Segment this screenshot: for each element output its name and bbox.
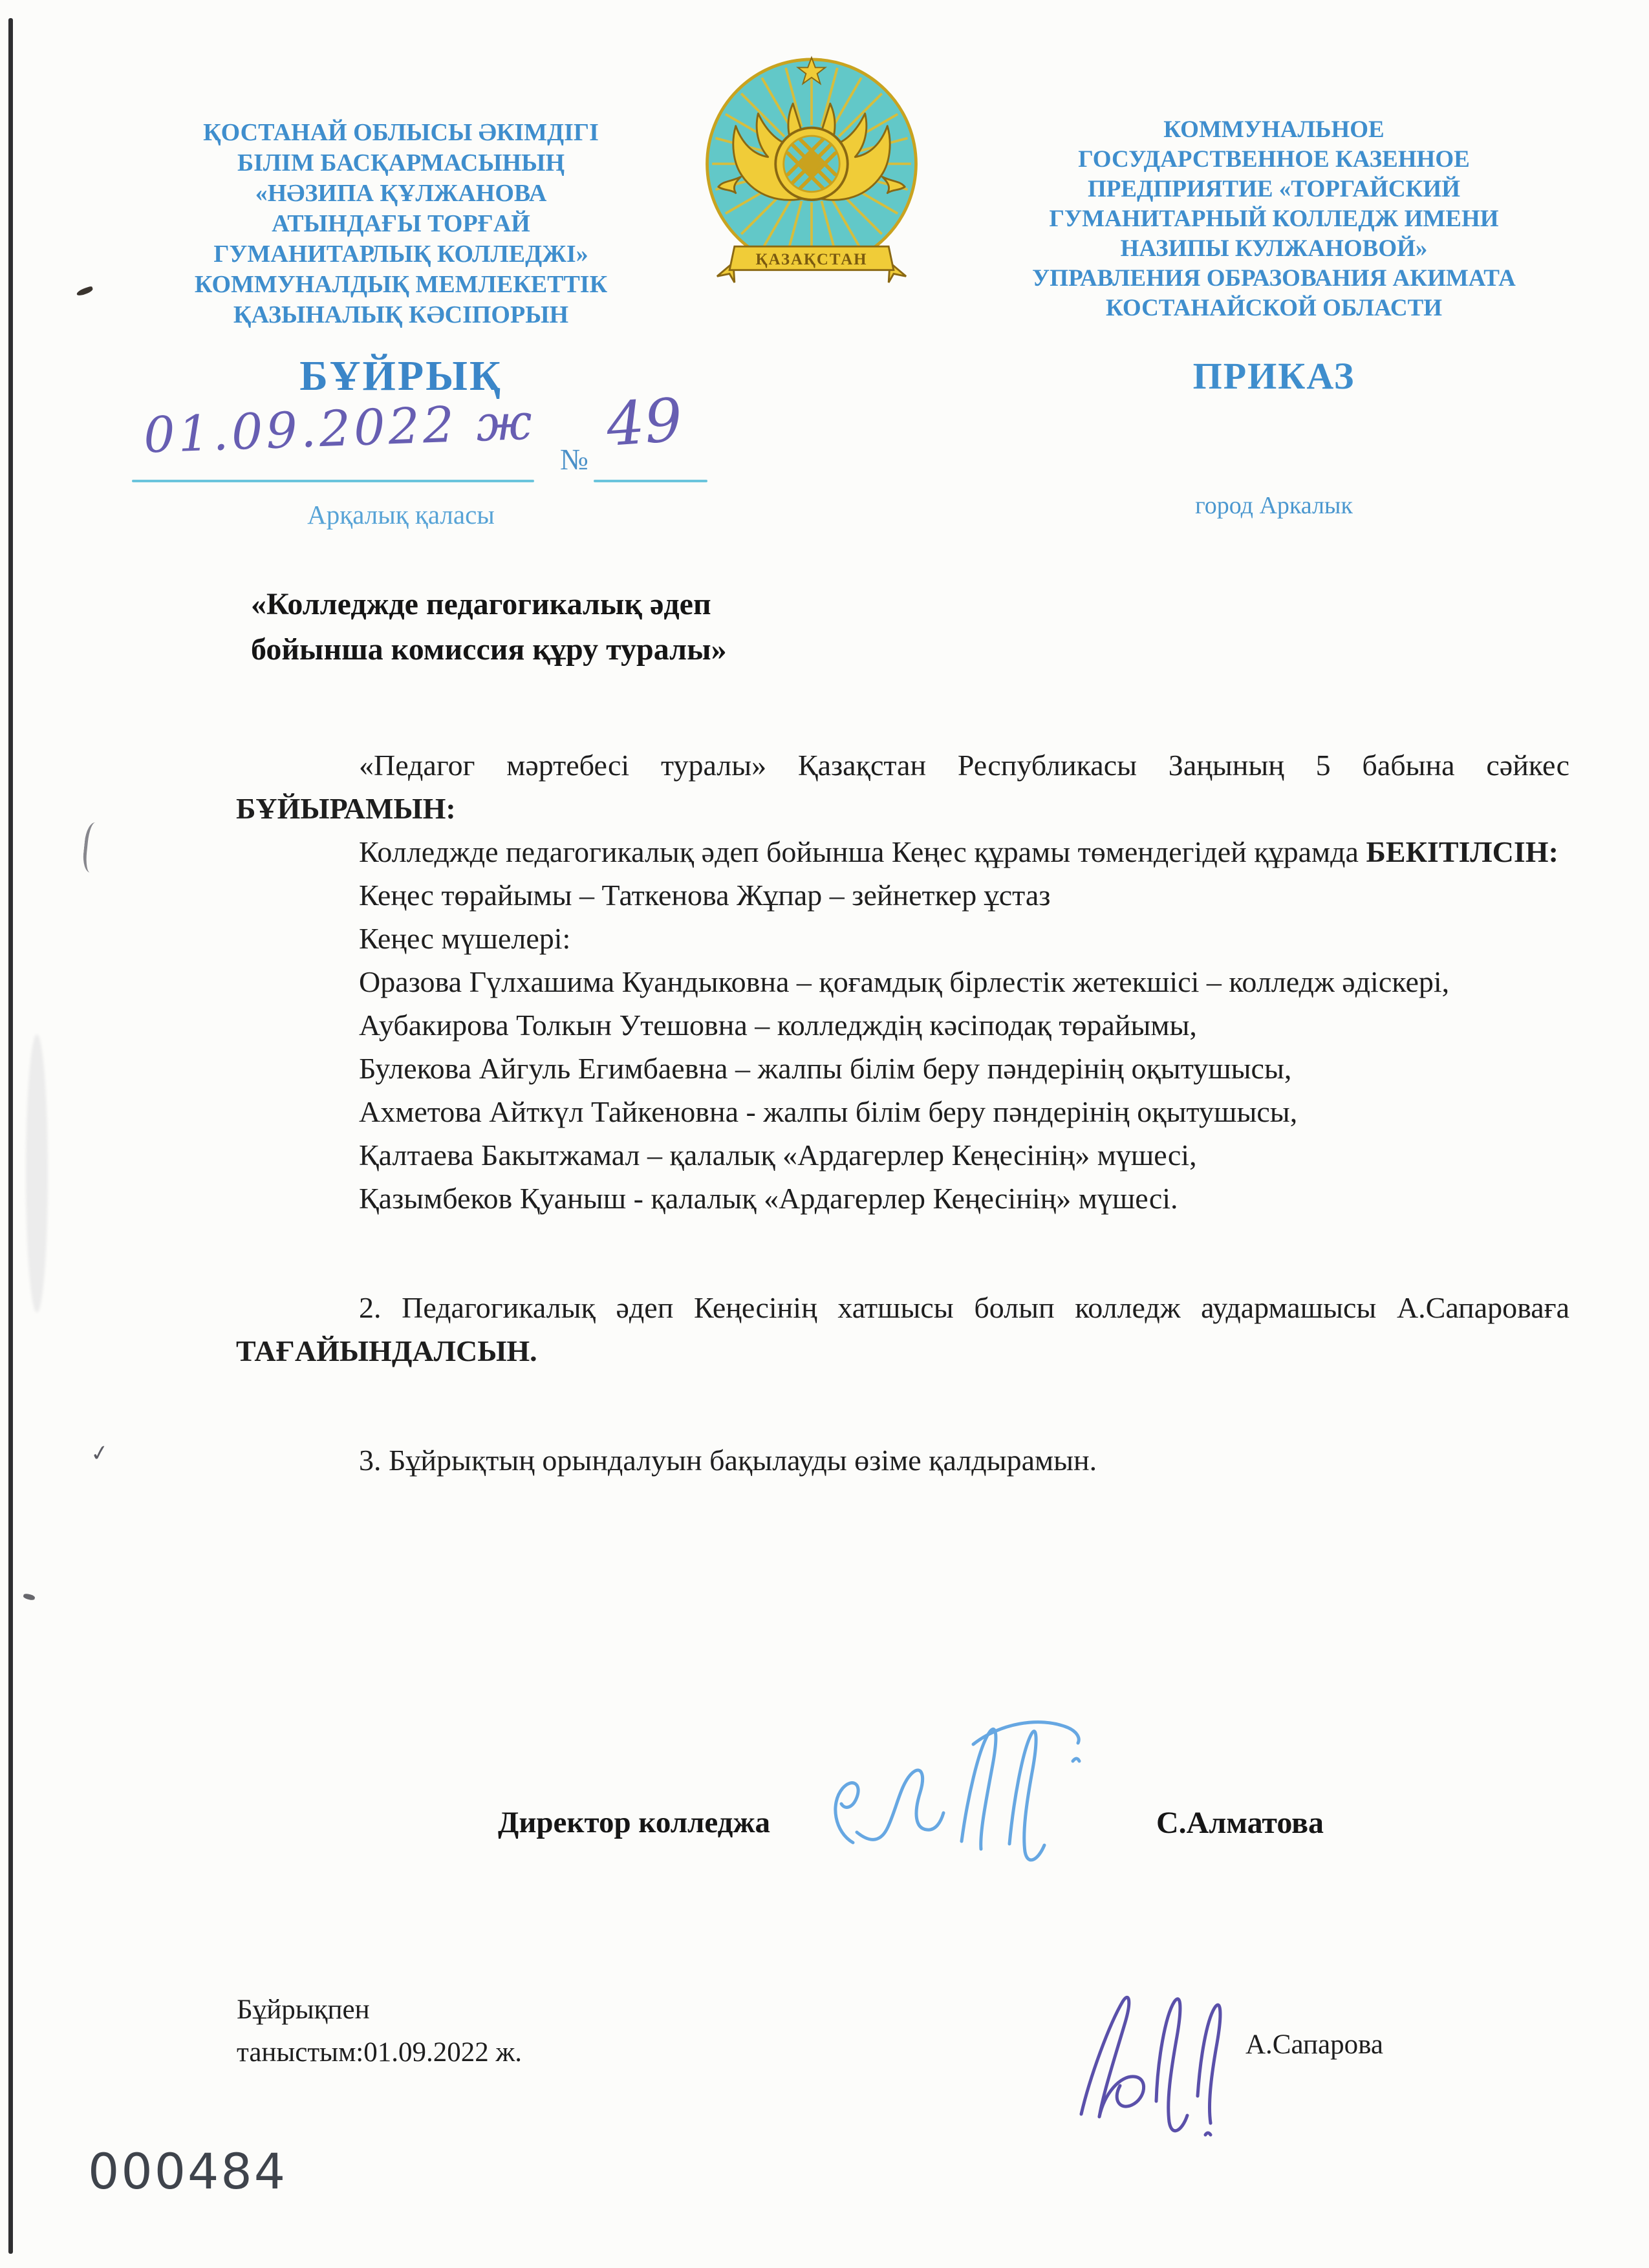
- scan-speck: [76, 286, 94, 297]
- banner-text: ҚАЗАҚСТАН: [755, 251, 868, 269]
- paragraph-bold-keyword: БҰЙЫРАМЫН:: [236, 792, 456, 825]
- scan-edge-line: [8, 18, 13, 2254]
- acknowledgement-block: [237, 1989, 522, 2074]
- member-line: Аубакирова Толкын Утешовна – колледждің кәсіподақ төрайымы,: [359, 1009, 1197, 1042]
- order-title-kazakh: БҰЙРЫҚ: [299, 352, 502, 400]
- scan-smudge: [26, 1034, 48, 1312]
- paragraph-secretary: [236, 1286, 1569, 1373]
- org-name-kazakh: [149, 118, 653, 330]
- order-body: [236, 744, 1569, 1482]
- paragraph-text: Колледжде педагогикалық әдеп бойынша Кеңес құрамы төмендегідей құрамда: [359, 835, 1366, 868]
- handwritten-order-number: 49: [604, 385, 685, 460]
- number-sign: №: [560, 443, 588, 476]
- org-kk-line: «НӘЗИПА ҚҰЛЖАНОВА: [255, 180, 547, 207]
- place-kazakh: Арқалық қаласы: [307, 500, 495, 530]
- scan-pen-mark: [81, 822, 104, 873]
- org-name-russian: [989, 115, 1558, 323]
- date-underline: [132, 480, 534, 482]
- org-ru-line: УПРАВЛЕНИЯ ОБРАЗОВАНИЯ АКИМАТА: [1032, 265, 1516, 292]
- org-kk-line: ГУМАНИТАРЛЫҚ КОЛЛЕДЖІ»: [213, 241, 588, 268]
- handwritten-date: 01.09.2022 ж: [142, 392, 537, 464]
- subject-line-1: «Колледжде педагогикалық әдеп: [251, 587, 711, 621]
- order-subject: [251, 582, 995, 672]
- member-line: Кеңес мүшелері:: [359, 922, 571, 955]
- member-line: Қазымбеков Қуаныш - қалалық «Ардагерлер Кеңесінің» мүшесі.: [359, 1182, 1178, 1215]
- org-kk-line: БІЛІМ БАСҚАРМАСЫНЫҢ: [237, 149, 565, 177]
- director-signature: [812, 1706, 1148, 1899]
- paragraph-legal-basis: [236, 744, 1569, 830]
- member-line: Ахметова Айткүл Тайкеновна - жалпы білім беру пәндерінің оқытушысы,: [359, 1095, 1298, 1128]
- paragraph-control: 3. Бұйрықтың орындалуын бақылауды өзіме қалдырамын.: [359, 1444, 1097, 1477]
- kazakhstan-coat-of-arms: [700, 45, 923, 295]
- ack-line-1: Бұйрықпен: [237, 1995, 370, 2025]
- paragraph-text: «Педагог мәртебесі туралы» Қазақстан Республикасы Заңының 5 бабына сәйкес: [359, 749, 1569, 782]
- member-line: Кеңес төрайымы – Таткенова Жұпар – зейнеткер ұстаз: [359, 879, 1051, 912]
- translator-signature: [1053, 1962, 1273, 2156]
- org-ru-line: ГУМАНИТАРНЫЙ КОЛЛЕДЖ ИМЕНИ: [1049, 206, 1499, 232]
- member-line: Оразова Гүлхашима Куандыковна – қоғамдық бірлестік жетекшісі – колледж әдіскері,: [359, 965, 1450, 998]
- paragraph-approve: [236, 830, 1569, 873]
- org-ru-line: КОСТАНАЙСКОЙ ОБЛАСТИ: [1105, 295, 1443, 321]
- org-ru-line: ГОСУДАРСТВЕННОЕ КАЗЕННОЕ: [1078, 146, 1470, 173]
- translator-name: А.Сапарова: [1245, 2029, 1383, 2060]
- member-line: Қалтаева Бакытжамал – қалалық «Ардагерлер Кеңесінің» мүшесі,: [359, 1139, 1197, 1171]
- number-underline: [594, 480, 707, 482]
- ack-line-2: таныстым:01.09.2022 ж.: [237, 2037, 522, 2068]
- paragraph-text: 2. Педагогикалық әдеп Кеңесінің хатшысы болып колледж аудармашысы А.Сапароваға: [359, 1291, 1569, 1324]
- org-kk-line: ҚОСТАНАЙ ОБЛЫСЫ ӘКІМДІГІ: [203, 119, 599, 146]
- order-title-russian: ПРИКАЗ: [1192, 355, 1355, 397]
- director-title-label: Директор колледжа: [498, 1806, 771, 1839]
- org-kk-line: КОММУНАЛДЫҚ МЕМЛЕКЕТТІК: [194, 271, 608, 298]
- shanyrak-icon: [775, 128, 847, 200]
- scan-speck-2: [23, 1593, 35, 1601]
- org-ru-line: НАЗИПЫ КУЛЖАНОВОЙ»: [1120, 235, 1428, 262]
- form-control-number: 000484: [88, 2143, 288, 2200]
- paragraph-bold-keyword: БЕКІТІЛСІН:: [1366, 835, 1558, 868]
- org-ru-line: КОММУНАЛЬНОЕ: [1163, 116, 1385, 143]
- place-russian: город Аркалык: [1195, 492, 1353, 519]
- org-ru-line: ПРЕДПРИЯТИЕ «ТОРГАЙСКИЙ: [1088, 176, 1460, 202]
- org-kk-line: ҚАЗЫНАЛЫҚ КӘСІПОРЫН: [233, 301, 569, 328]
- subject-line-2: бойынша комиссия құру туралы»: [251, 632, 727, 667]
- banner-ribbon-icon: [717, 246, 906, 283]
- paragraph-bold-keyword: ТАҒАЙЫНДАЛСЫН.: [236, 1334, 537, 1367]
- scan-check-mark: ✓: [89, 1439, 111, 1468]
- director-name: С.Алматова: [1156, 1806, 1324, 1840]
- member-line: Булекова Айгуль Егимбаевна – жалпы білім беру пәндерінің оқытушысы,: [359, 1052, 1292, 1085]
- org-kk-line: АТЫНДАҒЫ ТОРҒАЙ: [272, 210, 530, 237]
